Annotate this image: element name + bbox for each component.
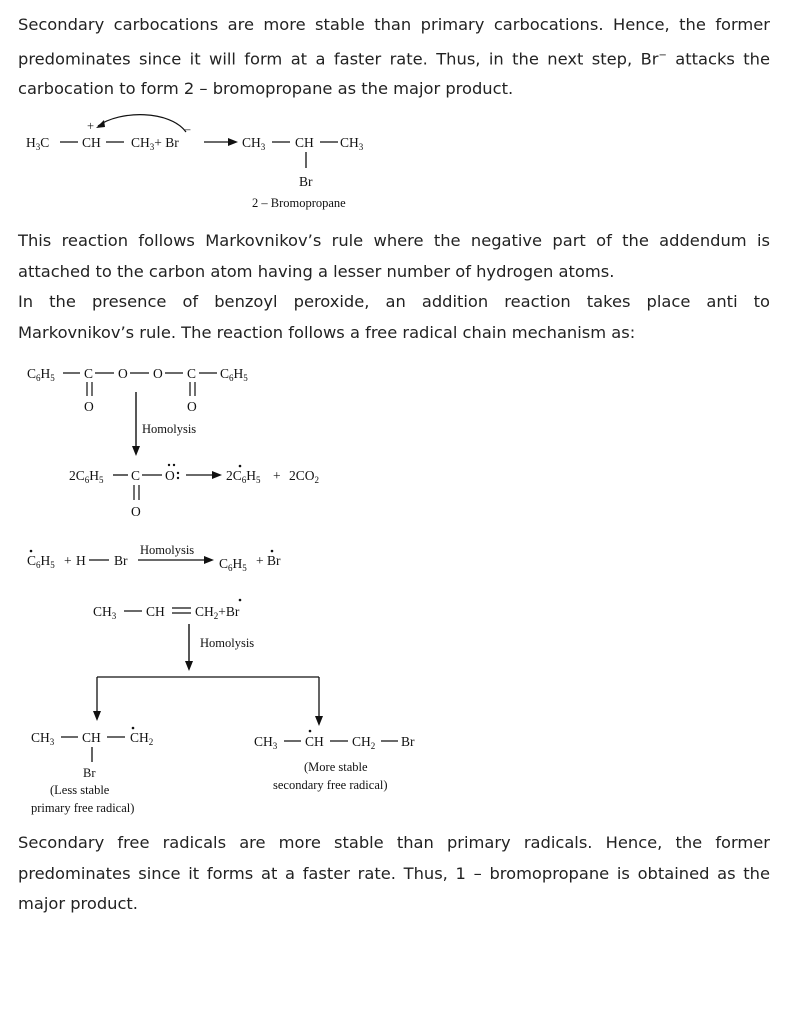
secondary-ch: CH xyxy=(305,734,324,749)
benzene-product: $C_6H_5$ xyxy=(219,556,247,573)
branch-arrow-head-right xyxy=(315,716,323,726)
carbonyl-oxygen-left: O xyxy=(84,399,94,414)
carbon-dioxide: $2CO_2$ xyxy=(289,468,320,485)
carbonyl-oxygen-right: O xyxy=(187,399,197,414)
primary-br: Br xyxy=(83,766,96,780)
radical-dot xyxy=(271,550,274,553)
peroxide-oxygen-2: O xyxy=(153,366,163,381)
text-line: predominates since it forms at a faster rate. Thus, 1 – bromopropane is obtained as the xyxy=(18,863,770,883)
phenyl-radical-product: $2C_6H_5$ xyxy=(226,468,261,485)
carbonyl-oxygen: O xyxy=(131,504,141,519)
plus-sign: + xyxy=(273,468,281,483)
paragraph-free-radical-conclusion xyxy=(18,828,770,920)
carbonyl-carbon: C xyxy=(131,468,141,483)
lone-pair-dot xyxy=(173,464,175,466)
benzoyloxy-radical: $2C_6H_5$ xyxy=(69,468,104,485)
propene-ch3: $CH_3$ xyxy=(93,604,117,621)
propene-ch2: $CH_2+Br$ xyxy=(195,604,240,621)
homolysis-label: Homolysis xyxy=(200,636,255,650)
product-name: 2 – Bromopropane xyxy=(252,196,346,210)
reaction-arrow-head xyxy=(204,556,214,564)
radical-dot xyxy=(239,599,242,602)
less-stable-label-1: (Less stable xyxy=(50,783,110,797)
text-line: This reaction follows Markovnikov’s rule where the negative part of the addendum is xyxy=(18,231,770,250)
h3c-label: $H_3C$ xyxy=(26,135,50,152)
text-line: Markovnikov’s rule. The reaction follows a free radical chain mechanism as: xyxy=(18,322,636,342)
text-line: carbocation to form 2 – bromopropane as the major product. xyxy=(18,79,514,99)
product-ch3a: $CH_3$ xyxy=(242,135,266,152)
primary-ch3: $CH_3$ xyxy=(31,730,55,747)
text-line: Secondary carbocations are more stable than primary carbocations. Hence, the former xyxy=(18,15,770,34)
radical-dot xyxy=(239,465,242,468)
homolysis-arrow-head xyxy=(132,446,140,456)
phenyl-radical: $C_6H_5$ xyxy=(27,553,55,570)
secondary-ch3: $CH_3$ xyxy=(254,734,278,751)
negative-charge: − xyxy=(184,123,192,137)
product-br: Br xyxy=(299,174,313,189)
primary-ch2: $CH_2$ xyxy=(130,730,154,747)
radical-oxygen: O xyxy=(165,468,175,483)
radical-dot xyxy=(309,730,312,733)
ch-label: CH xyxy=(82,135,101,150)
radical-dot xyxy=(132,727,135,730)
superscript-charge: − xyxy=(658,49,667,61)
text-line: Secondary free radicals are more stable than primary radicals. Hence, the former xyxy=(18,833,770,852)
radical-dot xyxy=(177,472,179,474)
text-segment: predominates since it will form at a faster rate. Thus, in the next step, Br xyxy=(18,48,659,68)
bromine: Br xyxy=(114,553,128,568)
less-stable-label-2: primary free radical) xyxy=(31,801,135,815)
text-segment: attacks the xyxy=(666,48,771,68)
more-stable-label-1: (More stable xyxy=(304,760,368,774)
homolysis-arrow-head xyxy=(185,661,193,671)
text-line: attached to the carbon atom having a lesser number of hydrogen atoms. xyxy=(18,261,615,281)
radical-dot xyxy=(30,550,33,553)
c6h5-right: $C_6H_5$ xyxy=(220,366,248,383)
secondary-br: Br xyxy=(401,734,415,749)
radical-dot xyxy=(177,477,179,479)
c6h5-left: $C_6H_5$ xyxy=(27,366,55,383)
hydrogen: H xyxy=(76,553,86,568)
ch3-label: $CH_3+ Br$ xyxy=(131,135,179,152)
product-ch3b: $CH_3$ xyxy=(340,135,364,152)
primary-ch: CH xyxy=(82,730,101,745)
reaction-arrow-head xyxy=(212,471,222,479)
more-stable-label-2: secondary free radical) xyxy=(273,778,388,792)
text-line: In the presence of benzoyl peroxide, an addition reaction takes place anti to xyxy=(18,292,770,311)
positive-charge: + xyxy=(87,119,95,133)
text-line: major product. xyxy=(18,894,138,913)
plus-sign: + xyxy=(256,553,264,568)
homolysis-label: Homolysis xyxy=(142,422,197,436)
product-ch: CH xyxy=(295,135,314,150)
peroxide-oxygen-1: O xyxy=(118,366,128,381)
homolysis-label: Homolysis xyxy=(140,543,195,557)
lone-pair-dot xyxy=(168,464,170,466)
plus-sign: + xyxy=(64,553,72,568)
secondary-ch2: $CH_2$ xyxy=(352,734,376,751)
bromine-radical: Br xyxy=(267,553,281,568)
branch-arrow-head-left xyxy=(93,711,101,721)
carbonyl-carbon-left: C xyxy=(84,366,94,381)
carbonyl-carbon-right: C xyxy=(187,366,197,381)
propene-ch: CH xyxy=(146,604,165,619)
